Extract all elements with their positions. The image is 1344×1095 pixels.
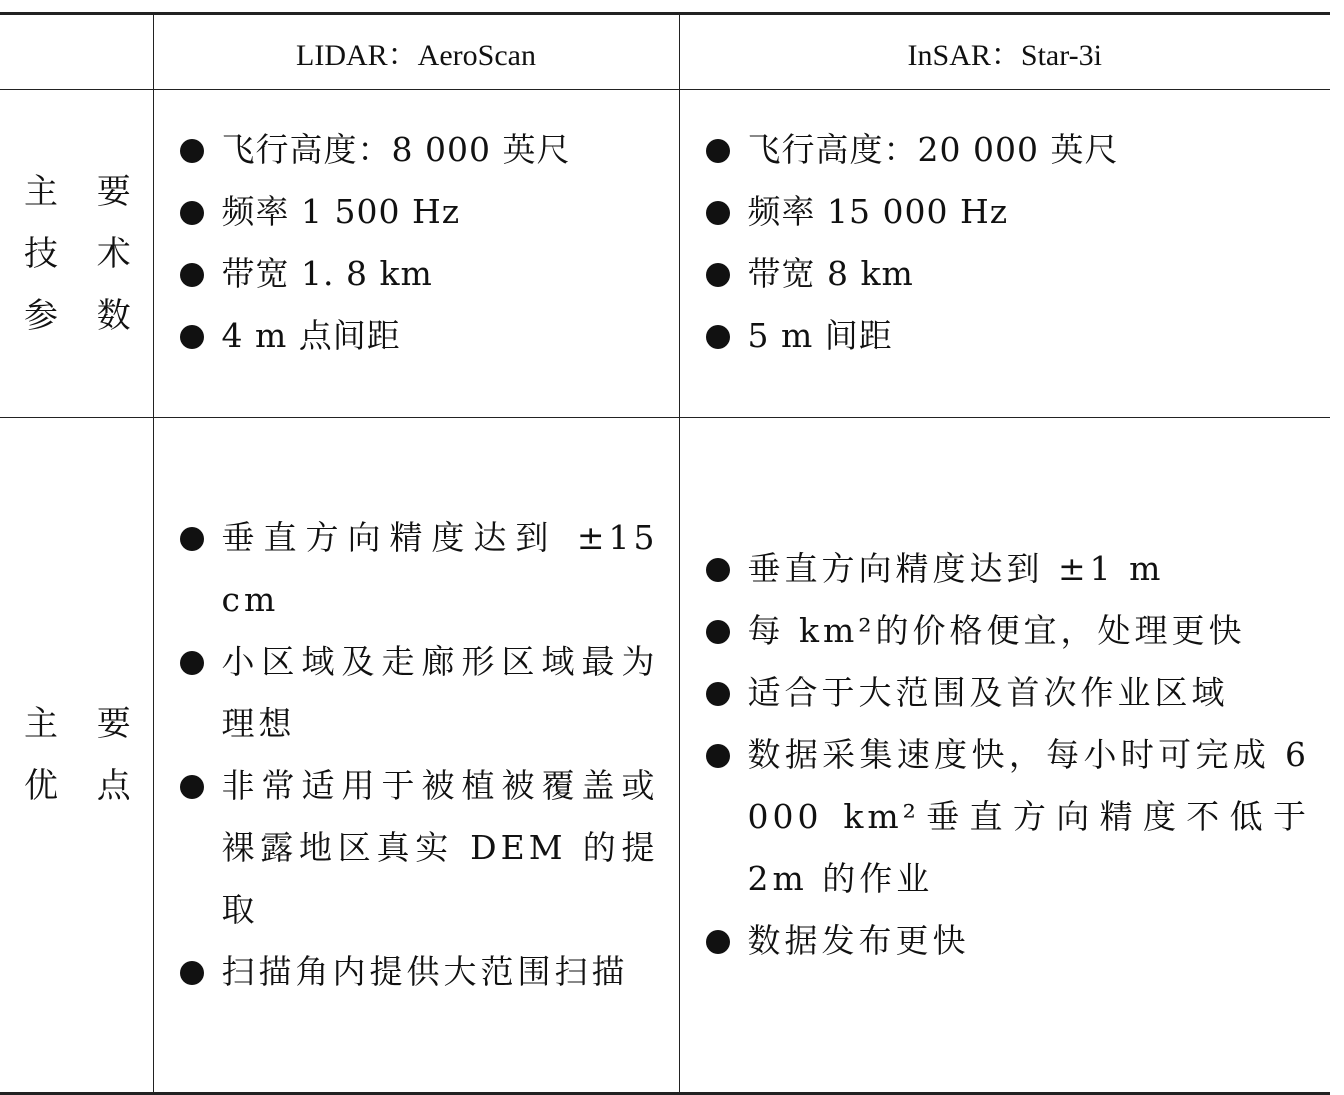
comparison-table: [0, 12, 1330, 1095]
row-label-line: 主 要: [24, 171, 145, 212]
list-item: 带宽 1. 8 km: [180, 243, 659, 305]
bullet-icon: [180, 527, 204, 551]
bullet-icon: [706, 682, 730, 706]
row-label-main-advantages: [0, 418, 153, 1094]
list-item: 数据发布更快: [706, 910, 1311, 972]
insar-params-list: [706, 119, 1311, 367]
bullet-icon: [180, 961, 204, 985]
row-label-technical-params: [0, 90, 153, 418]
bullet-icon: [706, 263, 730, 287]
bullet-icon: [706, 930, 730, 954]
bullet-icon: [706, 744, 730, 768]
list-item: 带宽 8 km: [706, 243, 1311, 305]
header-insar: InSAR：Star-3i: [679, 14, 1330, 90]
row-label-line: 主 要: [24, 704, 145, 744]
bullet-icon: [706, 558, 730, 582]
list-item: 垂直方向精度达到 ±15 cm: [180, 507, 659, 631]
bullet-icon: [706, 139, 730, 163]
table-row-main-advantages: [0, 418, 1330, 1094]
list-item: 每 km²的价格便宜，处理更快: [706, 600, 1311, 662]
list-item: 频率 1 500 Hz: [180, 181, 659, 243]
lidar-params-cell: [153, 90, 679, 418]
list-item: 非常适用于被植被覆盖或裸露地区真实 DEM 的提取: [180, 755, 659, 941]
bullet-icon: [180, 263, 204, 287]
bullet-icon: [706, 201, 730, 225]
bullet-icon: [180, 651, 204, 675]
row-label-line: 技 术: [24, 233, 145, 274]
list-item: 扫描角内提供大范围扫描: [180, 941, 659, 1003]
insar-advantages-list: [706, 538, 1311, 972]
insar-params-cell: [679, 90, 1330, 418]
list-item: 频率 15 000 Hz: [706, 181, 1311, 243]
bullet-icon: [180, 139, 204, 163]
header-lidar: LIDAR：AeroScan: [153, 14, 679, 90]
bullet-icon: [706, 325, 730, 349]
bullet-icon: [180, 325, 204, 349]
lidar-advantages-list: [180, 507, 659, 1003]
list-item: 飞行高度：20 000 英尺: [706, 119, 1311, 181]
table-row-technical-params: [0, 90, 1330, 418]
list-item: 小区域及走廊形区域最为理想: [180, 631, 659, 755]
lidar-params-list: [180, 119, 659, 367]
list-item: 数据采集速度快，每小时可完成 6 000 km²垂直方向精度不低于 2m 的作业: [706, 724, 1311, 910]
table-header-row: [0, 14, 1330, 90]
header-corner-cell: [0, 14, 153, 90]
row-label-line: 参 数: [24, 295, 145, 336]
list-item: 飞行高度：8 000 英尺: [180, 119, 659, 181]
insar-advantages-cell: [679, 418, 1330, 1094]
list-item: 垂直方向精度达到 ±1 m: [706, 538, 1311, 600]
list-item: 5 m 间距: [706, 305, 1311, 367]
bullet-icon: [180, 201, 204, 225]
bullet-icon: [706, 620, 730, 644]
list-item: 适合于大范围及首次作业区域: [706, 662, 1311, 724]
list-item: 4 m 点间距: [180, 305, 659, 367]
bullet-icon: [180, 775, 204, 799]
row-label-line: 优 点: [24, 766, 145, 806]
lidar-advantages-cell: [153, 418, 679, 1094]
